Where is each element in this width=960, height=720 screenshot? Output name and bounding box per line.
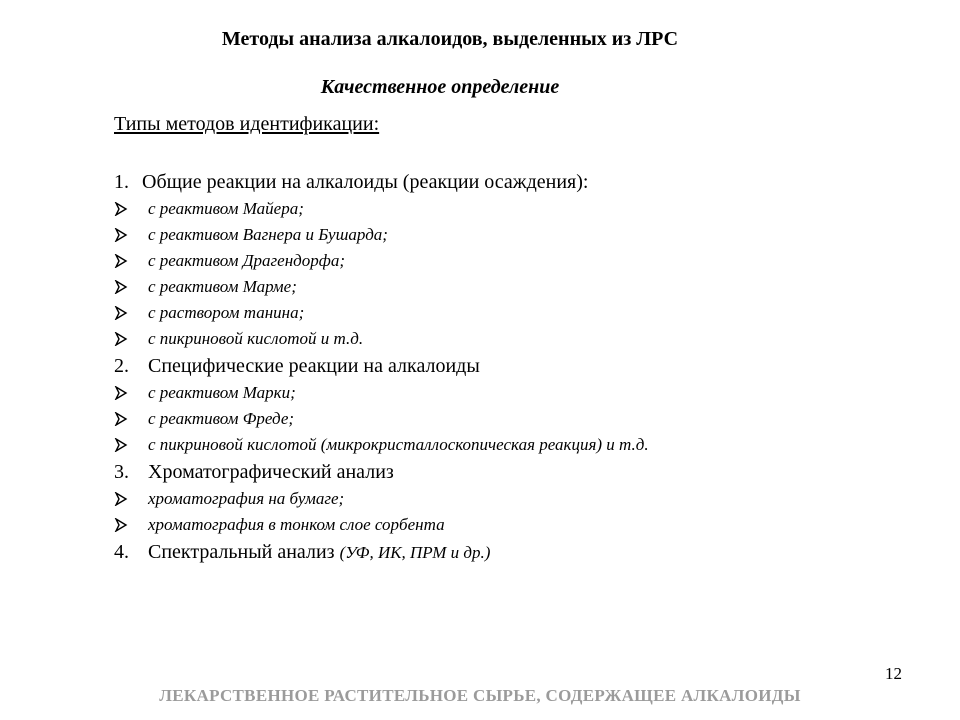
list-item [114, 196, 894, 222]
slide-title: Методы анализа алкалоидов, выделенных из ЛРС [221, 28, 679, 50]
arrow-bullet-icon [114, 228, 148, 242]
arrow-bullet-icon [114, 202, 148, 216]
list-item-text: с реактивом Драгендорфа; [148, 251, 345, 270]
arrow-bullet-icon [114, 412, 148, 426]
section-number: 1. [114, 171, 129, 193]
list-item [114, 512, 894, 538]
list-item-text: с пикриновой кислотой (микрокристаллоскопическая реакция) и т.д. [148, 435, 649, 454]
arrow-bullet-icon [114, 438, 148, 452]
section-title: Общие реакции на алкалоиды (реакции осаждения): [142, 171, 589, 193]
list-item [114, 486, 894, 512]
arrow-bullet-icon [114, 492, 148, 506]
list-item [114, 406, 894, 432]
list-item-text: с реактивом Марме; [148, 277, 297, 296]
list-item [114, 326, 894, 352]
section-heading [114, 352, 894, 380]
list-item-text: с пикриновой кислотой и т.д. [148, 329, 364, 348]
list-item-text: хроматография на бумаге; [148, 489, 345, 508]
arrow-bullet-icon [114, 254, 148, 268]
list-item [114, 274, 894, 300]
list-item-text: с раствором танина; [148, 303, 305, 322]
list-item-text: с реактивом Майера; [148, 199, 304, 218]
list-item-text: с реактивом Марки; [148, 383, 296, 402]
section-number: 4. [114, 541, 129, 563]
section-heading [114, 458, 894, 486]
slide-subtitle: Качественное определение [320, 76, 560, 98]
list-item-text: с реактивом Вагнера и Бушарда; [148, 225, 388, 244]
footer-text: ЛЕКАРСТВЕННОЕ РАСТИТЕЛЬНОЕ СЫРЬЕ, СОДЕРЖАЩЕЕ АЛКАЛОИДЫ [159, 686, 801, 705]
methods-list [114, 168, 894, 567]
arrow-bullet-icon [114, 280, 148, 294]
list-item [114, 300, 894, 326]
list-item [114, 432, 894, 458]
list-item [114, 380, 894, 406]
section-heading [114, 538, 894, 567]
arrow-bullet-icon [114, 306, 148, 320]
arrow-bullet-icon [114, 518, 148, 532]
section-title: Спектральный анализ [148, 541, 335, 563]
section-heading [114, 168, 894, 196]
section-number: 3. [114, 461, 129, 483]
intro-text: Типы методов идентификации: [114, 113, 380, 135]
section-title: Хроматографический анализ [148, 461, 394, 483]
list-item [114, 248, 894, 274]
list-item-text: с реактивом Фреде; [148, 409, 295, 428]
section-title-note: (УФ, ИК, ПРМ и др.) [339, 543, 491, 562]
section-number: 2. [114, 355, 129, 377]
arrow-bullet-icon [114, 386, 148, 400]
page-number: 12 [885, 664, 902, 683]
arrow-bullet-icon [114, 332, 148, 346]
list-item-text: хроматография в тонком слое сорбента [148, 515, 445, 534]
section-title: Специфические реакции на алкалоиды [148, 355, 480, 377]
list-item [114, 222, 894, 248]
